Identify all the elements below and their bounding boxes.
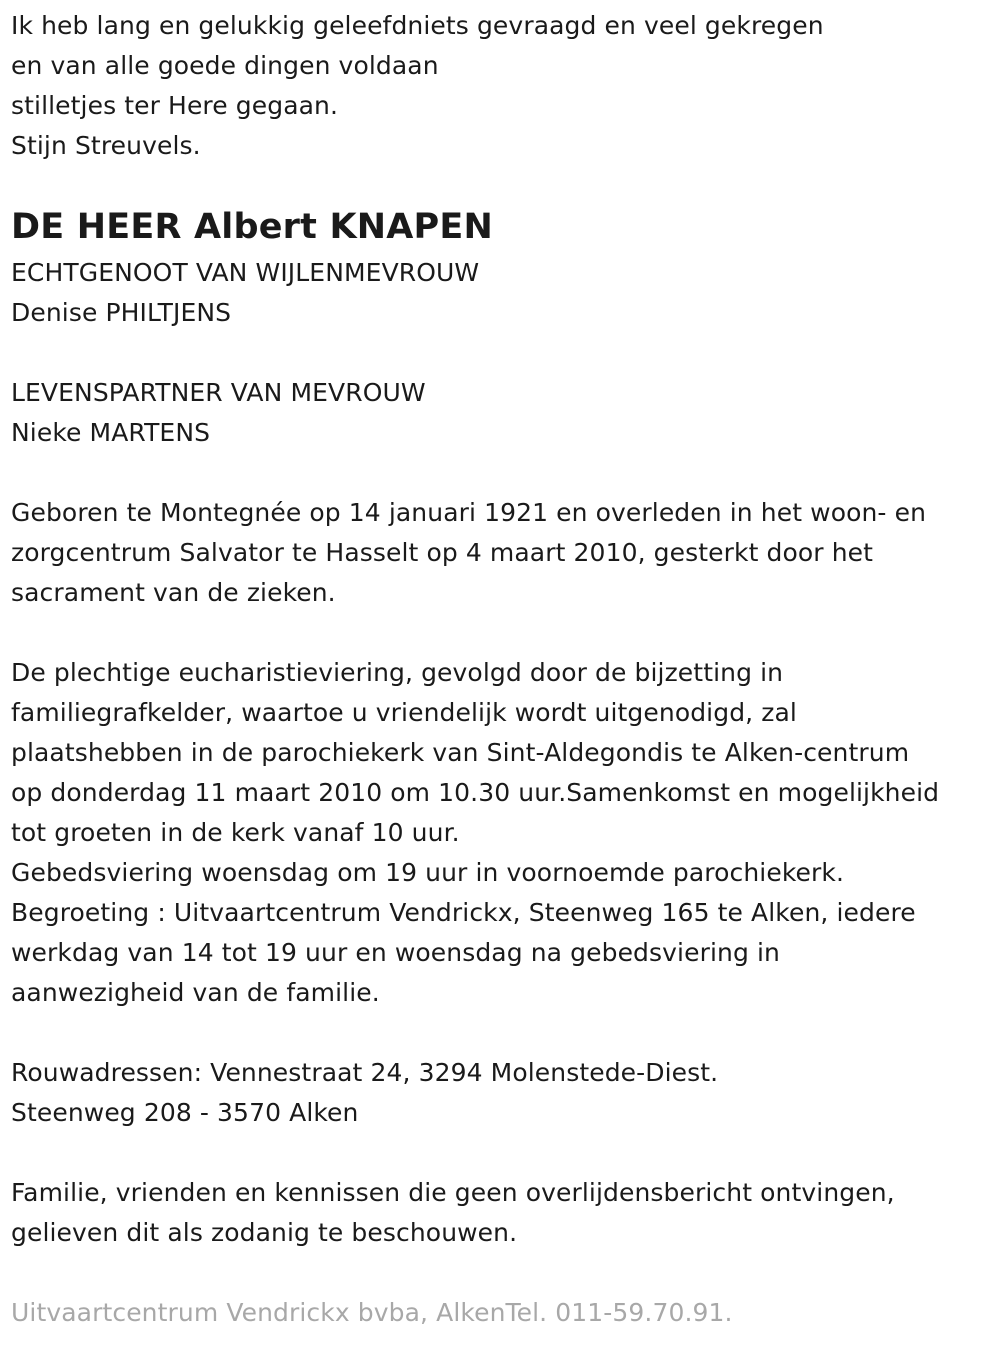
birth-death-section <box>11 493 1000 613</box>
spacer <box>11 1133 1000 1173</box>
ceremony-section <box>11 653 1000 1013</box>
poem-line: stilletjes ter Here gegaan. <box>11 91 339 120</box>
ceremony-line: werkdag van 14 tot 19 uur en woensdag na gebedsviering in <box>11 938 780 967</box>
deceased-name-title: DE HEER Albert KNAPEN <box>11 207 493 247</box>
spacer <box>11 613 1000 653</box>
addresses-section <box>11 1053 1000 1133</box>
ceremony-line: De plechtige eucharistieviering, gevolgd door de bijzetting in <box>11 658 784 687</box>
address-line: Rouwadressen: Vennestraat 24, 3294 Molenstede-Diest. <box>11 1058 719 1087</box>
address-line: Steenweg 208 - 3570 Alken <box>11 1098 359 1127</box>
birth-death-line: sacrament van de zieken. <box>11 578 336 607</box>
spouse-section <box>11 253 1000 333</box>
partner-name: Nieke MARTENS <box>11 418 211 447</box>
ceremony-line: Gebedsviering woensdag om 19 uur in voornoemde parochiekerk. <box>11 858 845 887</box>
notice-line: gelieven dit als zodanig te beschouwen. <box>11 1218 518 1247</box>
birth-death-line: zorgcentrum Salvator te Hasselt op 4 maart 2010, gesterkt door het <box>11 538 874 567</box>
spacer <box>11 333 1000 373</box>
spacer <box>11 453 1000 493</box>
funeral-home-footer: Uitvaartcentrum Vendrickx bvba, AlkenTel. 011-59.70.91. <box>11 1298 733 1327</box>
ceremony-line: aanwezigheid van de familie. <box>11 978 380 1007</box>
poem-line: en van alle goede dingen voldaan <box>11 51 439 80</box>
partner-label: LEVENSPARTNER VAN MEVROUW <box>11 378 426 407</box>
ceremony-line: plaatshebben in de parochiekerk van Sint-Aldegondis te Alken-centrum <box>11 738 910 767</box>
spacer <box>11 166 1000 201</box>
poem-section <box>11 6 1000 166</box>
poem-author: Stijn Streuvels. <box>11 131 201 160</box>
spouse-label: ECHTGENOOT VAN WIJLENMEVROUW <box>11 258 480 287</box>
birth-death-line: Geboren te Montegnée op 14 januari 1921 en overleden in het woon- en <box>11 498 927 527</box>
ceremony-line: familiegrafkelder, waartoe u vriendelijk wordt uitgenodigd, zal <box>11 698 797 727</box>
ceremony-line: Begroeting : Uitvaartcentrum Vendrickx, Steenweg 165 te Alken, iedere <box>11 898 916 927</box>
poem-line: Ik heb lang en gelukkig geleefdniets gevraagd en veel gekregen <box>11 11 824 40</box>
ceremony-line: tot groeten in de kerk vanaf 10 uur. <box>11 818 460 847</box>
partner-section <box>11 373 1000 453</box>
ceremony-line: op donderdag 11 maart 2010 om 10.30 uur.Samenkomst en mogelijkheid <box>11 778 940 807</box>
spacer <box>11 1253 1000 1293</box>
notice-section <box>11 1173 1000 1253</box>
spouse-name: Denise PHILTJENS <box>11 298 232 327</box>
spacer <box>11 1013 1000 1053</box>
notice-line: Familie, vrienden en kennissen die geen overlijdensbericht ontvingen, <box>11 1178 895 1207</box>
